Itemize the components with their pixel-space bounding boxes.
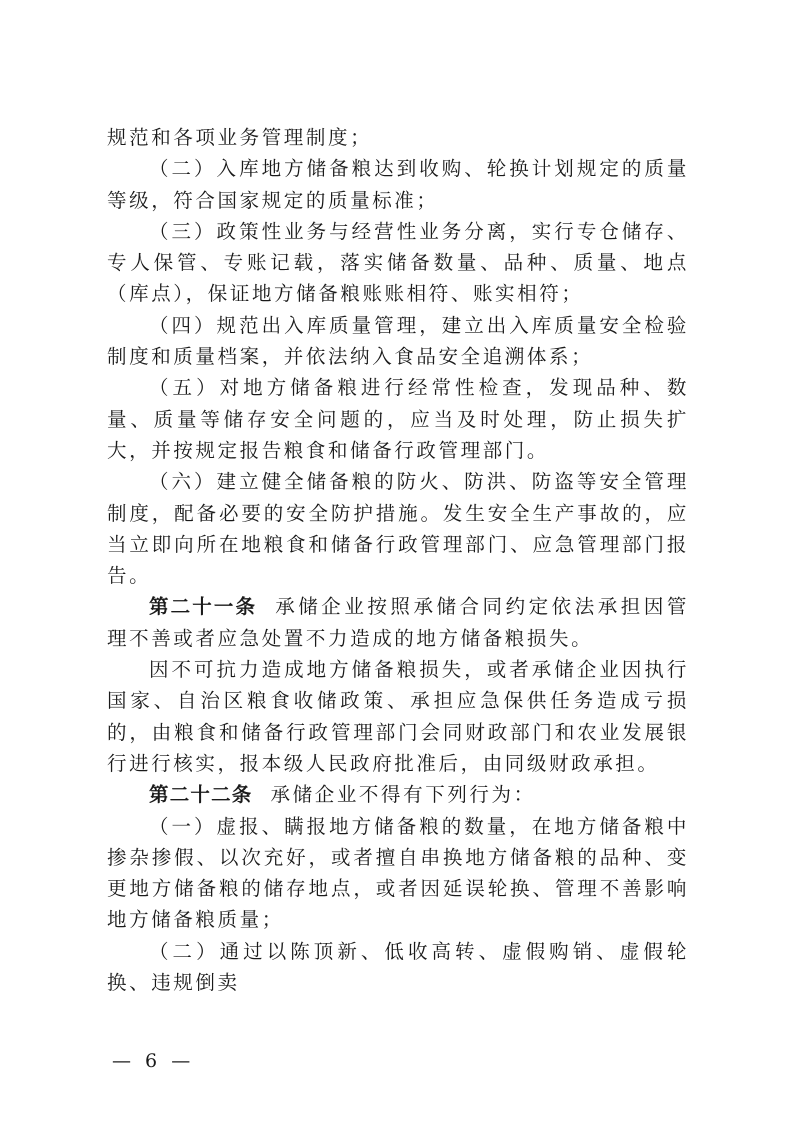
- article-number: 第二十一条: [149, 595, 258, 619]
- document-body: [107, 122, 689, 998]
- paragraph-6: [107, 466, 689, 591]
- footer-dash-left: —: [112, 1050, 135, 1072]
- paragraph-text: （二）入库地方储备粮达到收购、轮换计划规定的质量等级，符合国家规定的质量标准；: [107, 157, 689, 212]
- paragraph-text: 因不可抗力造成地方储备粮损失，或者承储企业因执行国家、自治区粮食收储政策、承担应急保供任务造成亏损的，由粮食和储备行政管理部门会同财政部门和农业发展银行进行核实，报本级人民政府批准后，由同级财政承担。: [107, 658, 689, 775]
- paragraph-11: [107, 936, 689, 999]
- paragraph-text: （六）建立健全储备粮的防火、防洪、防盗等安全管理制度，配备必要的安全防护措施。发生安全生产事故的，应当立即向所在地粮食和储备行政管理部门、应急管理部门报告。: [107, 470, 689, 588]
- paragraph-text: 承储企业不得有下列行为：: [270, 783, 536, 807]
- article-21: [107, 591, 689, 654]
- paragraph-3: [107, 216, 689, 310]
- article-22: [107, 779, 689, 810]
- paragraph-text: （一）虚报、瞒报地方储备粮的数量，在地方储备粮中掺杂掺假、以次充好，或者擅自串换地方储备粮的品种、变更地方储备粮的储存地点，或者因延误轮换、管理不善影响地方储备粮质量；: [107, 814, 689, 932]
- paragraph-text: （二）通过以陈顶新、低收高转、虚假购销、虚假轮换、违规倒卖: [107, 939, 689, 995]
- paragraph-8: [107, 654, 689, 779]
- paragraph-2: [107, 153, 689, 216]
- article-number: 第二十二条: [149, 783, 253, 807]
- page-footer: [112, 1050, 194, 1072]
- paragraph-4: [107, 310, 689, 373]
- paragraph-1: [107, 122, 689, 153]
- page-number: 6: [145, 1050, 162, 1072]
- footer-dash-right: —: [171, 1050, 195, 1072]
- paragraph-10: [107, 811, 689, 936]
- paragraph-text: 承储企业按照承储合同约定依法承担因管理不善或者应急处置不力造成的地方储备粮损失。: [107, 595, 689, 650]
- paragraph-text: （四）规范出入库质量管理，建立出入库质量安全检验制度和质量档案，并依法纳入食品安全追溯体系；: [107, 313, 689, 369]
- paragraph-text: （五）对地方储备粮进行经常性检查，发现品种、数量、质量等储存安全问题的，应当及时处理，防止损失扩大，并按规定报告粮食和储备行政管理部门。: [107, 376, 689, 462]
- paragraph-5: [107, 372, 689, 466]
- paragraph-text: 规范和各项业务管理制度；: [107, 126, 373, 149]
- paragraph-text: （三）政策性业务与经营性业务分离，实行专仓储存、专人保管、专账记载，落实储备数量、品种、质量、地点（库点），保证地方储备粮账账相符、账实相符；: [107, 219, 689, 306]
